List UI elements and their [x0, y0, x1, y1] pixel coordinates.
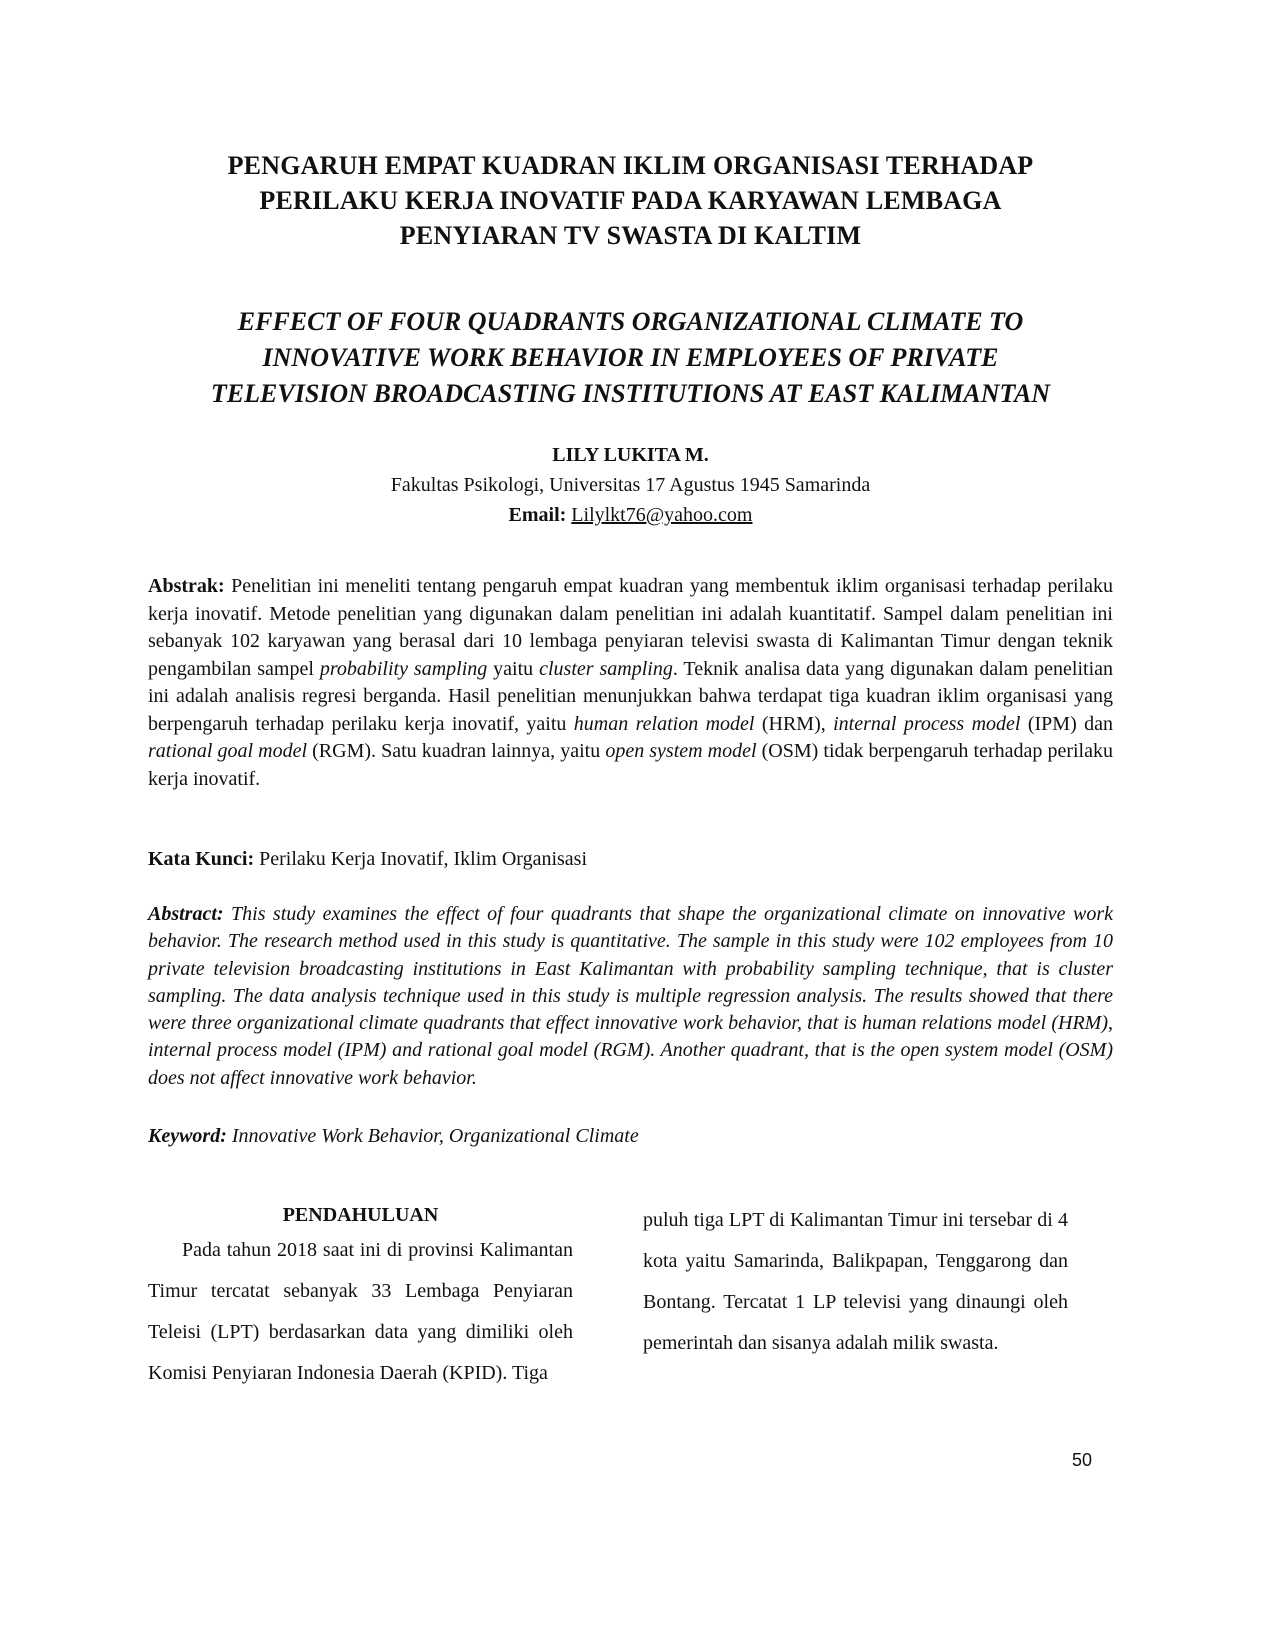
abstrak-italic-5: rational goal model — [148, 740, 308, 762]
keyword-line — [148, 1122, 1113, 1150]
abstrak-italic-6: open system model — [605, 740, 757, 762]
keyword-label: Keyword: — [148, 1125, 227, 1147]
kata-kunci-label: Kata Kunci: — [148, 848, 255, 870]
abstrak-text-4: (HRM), — [754, 712, 834, 735]
section-heading-pendahuluan: PENDAHULUAN — [282, 1204, 439, 1226]
abstract-text: This study examines the effect of four quadrants that shape the organizational climate on innovative work behavior. The research method used in this study is quantitative. The sample in this study were 102 employees from 10 private television broadcasting institutions in East Kalimantan with probability sampling technique, that is cluster sampling. The data analysis technique used in this study is multiple regression analysis. The results showed that there were three organizational climate quadrants that effect innovative work behavior, that is human relations model (HRM), internal process model (IPM) and rational goal model (RGM). Another quadrant, that is the open system model (OSM) does not affect innovative work behavior. — [148, 903, 1113, 1089]
author-name: LILY LUKITA M. — [552, 444, 709, 466]
title-id-line-1: PENGARUH EMPAT KUADRAN IKLIM ORGANISASI TERHADAP — [227, 151, 1034, 180]
abstrak-text-6: (RGM). Satu kuadran lainnya, yaitu — [307, 740, 606, 762]
title-en-line-3: TELEVISION BROADCASTING INSTITUTIONS AT EAST KALIMANTAN — [210, 379, 1051, 408]
title-en-line-2: INNOVATIVE WORK BEHAVIOR IN EMPLOYEES OF PRIVATE — [262, 343, 999, 372]
title-id-line-3: PENYIARAN TV SWASTA DI KALTIM — [399, 221, 862, 250]
abstrak-paragraph — [148, 573, 1113, 793]
kata-kunci-text: Perilaku Kerja Inovatif, Iklim Organisasi — [254, 848, 588, 870]
intro-left-column — [148, 1200, 573, 1394]
abstrak-text-3: . Teknik analisa data yang digunakan dalam penelitian ini adalah analisis regresi berganda. Hasil penelitian menunjukkan bahwa terdapat tiga kuadran iklim organisasi yang berpengaruh terhadap perilaku kerja inovatif, yaitu — [148, 657, 1113, 735]
intro-right-column — [643, 1200, 1068, 1364]
intro-right-text: puluh tiga LPT di Kalimantan Timur ini tersebar di 4 kota yaitu Samarinda, Balikpapan, Tenggarong dan Bontang. Tercatat 1 LP televisi yang dinaungi oleh pemerintah dan sisanya adalah milik swasta. — [643, 1209, 1068, 1354]
kata-kunci-line — [148, 845, 1113, 873]
abstrak-text-2: yaitu — [487, 657, 540, 680]
abstract-label: Abstract: — [148, 903, 224, 925]
email-label: Email: — [508, 504, 567, 526]
title-en-line-1: EFFECT OF FOUR QUADRANTS ORGANIZATIONAL CLIMATE TO — [237, 307, 1024, 336]
title-english — [148, 304, 1113, 412]
author-affiliation: Fakultas Psikologi, Universitas 17 Agustus 1945 Samarinda — [390, 474, 871, 496]
title-indonesian — [148, 148, 1113, 253]
abstrak-italic-1: probability sampling — [319, 657, 488, 680]
abstrak-text-1: Penelitian ini meneliti tentang pengaruh empat kuadran yang membentuk iklim organisasi terhadap perilaku kerja inovatif. Metode penelitian yang digunakan dalam penelitian ini adalah kuantitatif. Sampel dalam penelitian ini sebanyak 102 karyawan yang berasal dari 10 lembaga penyiaran televisi swasta di Kalimantan Timur dengan teknik pengambilan sampel — [148, 575, 1113, 680]
abstrak-label: Abstrak: — [148, 575, 225, 597]
page-number: 50 — [1072, 1450, 1093, 1470]
abstrak-italic-4: internal process model — [833, 712, 1021, 735]
abstrak-italic-3: human relation model — [573, 712, 755, 735]
intro-left-text: Pada tahun 2018 saat ini di provinsi Kalimantan Timur tercatat sebanyak 33 Lembaga Penyiaran Teleisi (LPT) berdasarkan data yang dimiliki oleh Komisi Penyiaran Indonesia Daerah (KPID). Tiga — [148, 1239, 573, 1384]
abstract-paragraph — [148, 901, 1113, 1092]
paper-page — [148, 148, 1113, 1384]
email-link[interactable]: Lilylkt76@yahoo.com — [571, 504, 753, 526]
abstrak-italic-2: cluster sampling — [539, 657, 673, 680]
author-block — [148, 440, 1113, 530]
abstrak-text-7: (OSM) tidak berpengaruh terhadap perilaku kerja inovatif. — [148, 740, 1113, 790]
keyword-text: Innovative Work Behavior, Organizational Climate — [226, 1125, 639, 1147]
author-email-line — [148, 500, 1113, 530]
abstrak-text-5: (IPM) dan — [1020, 712, 1113, 735]
title-id-line-2: PERILAKU KERJA INOVATIF PADA KARYAWAN LEMBAGA — [259, 186, 1002, 215]
